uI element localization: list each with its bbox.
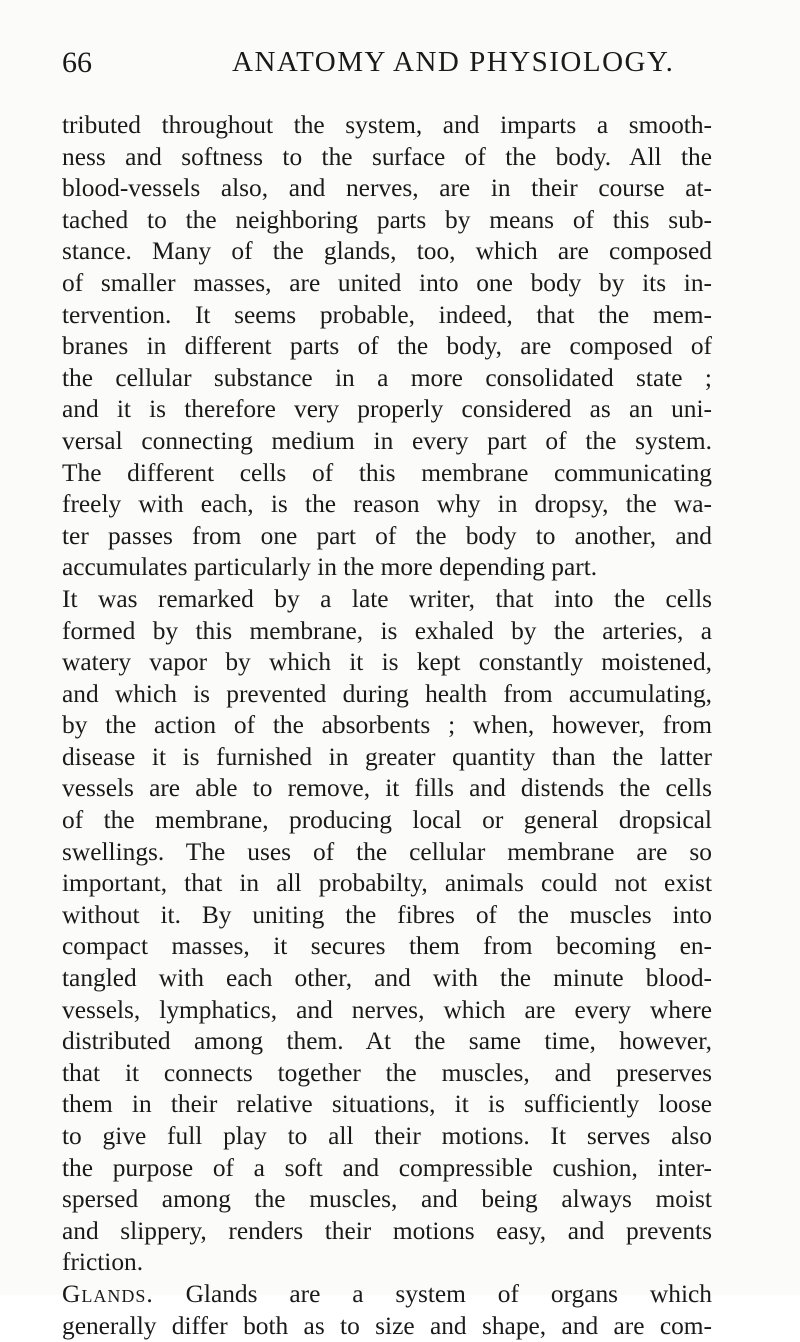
text-line: tervention. It seems probable, indeed, that the mem- xyxy=(62,300,712,329)
text-line: of smaller masses, are united into one body by its in- xyxy=(62,268,712,297)
text-line: freely with each, is the reason why in dropsy, the wa- xyxy=(62,490,712,519)
text-line: blood-vessels also, and nerves, are in their course at- xyxy=(62,174,712,203)
text-line: by the action of the absorbents ; when, however, from xyxy=(62,711,712,740)
text-line: stance. Many of the glands, too, which are composed xyxy=(62,237,712,266)
text-line: versal connecting medium in every part of the system. xyxy=(62,426,712,455)
page-number: 66 xyxy=(62,46,92,79)
text-line: without it. By uniting the fibres of the muscles into xyxy=(62,900,712,929)
text-line: branes in different parts of the body, are composed of xyxy=(62,332,712,361)
text-line: disease it is furnished in greater quantity than the latter xyxy=(62,742,712,771)
text-line: vessels are able to remove, it fills and distends the cells xyxy=(62,774,712,803)
body-text xyxy=(62,110,712,1342)
text-fragment: Glands are a system of organs which xyxy=(153,1279,712,1308)
text-line: compact masses, it secures them from becoming en- xyxy=(62,932,712,961)
text-line: ness and softness to the surface of the body. All the xyxy=(62,142,712,171)
header-title: ANATOMY AND PHYSIOLOGY. xyxy=(232,46,675,78)
text-line: swellings. The uses of the cellular membrane are so xyxy=(62,837,712,866)
text-line: and it is therefore very properly considered as an uni- xyxy=(62,395,712,424)
text-line: and slippery, renders their motions easy, and prevents xyxy=(62,1216,712,1245)
text-line: tributed throughout the system, and imparts a smooth- xyxy=(62,111,712,139)
text-line: friction. xyxy=(62,1248,144,1277)
text-line: the cellular substance in a more consolidated state ; xyxy=(62,363,712,392)
text-line: formed by this membrane, is exhaled by the arteries, a xyxy=(62,616,712,645)
text-line: spersed among the muscles, and being always moist xyxy=(62,1185,712,1214)
text-line: tangled with each other, and with the minute blood- xyxy=(62,964,712,993)
text-line: to give full play to all their motions. It serves also xyxy=(62,1122,712,1150)
text-line: The different cells of this membrane communicating xyxy=(62,458,712,487)
text-line: of the membrane, producing local or general dropsical xyxy=(62,806,712,835)
text-line: tached to the neighboring parts by means of this sub- xyxy=(62,205,712,234)
text-line: generally differ both as to size and shape, and are com- xyxy=(62,1311,712,1340)
text-line: watery vapor by which it is kept constantly moistened, xyxy=(62,648,712,677)
text-line: It was remarked by a late writer, that into the cells xyxy=(62,584,712,613)
running-head xyxy=(62,46,702,86)
text-line: ter passes from one part of the body to another, and xyxy=(62,521,712,550)
section-heading-glands: Glands. xyxy=(62,1279,154,1308)
text-line: and which is prevented during health from accumulating, xyxy=(62,679,712,708)
text-line: accumulates particularly in the more depending part. xyxy=(62,553,598,582)
text-line: vessels, lymphatics, and nerves, which are every where xyxy=(62,995,712,1024)
text-line: that it connects together the muscles, and preserves xyxy=(62,1058,712,1087)
text-line: important, that in all probabilty, animals could not exist xyxy=(62,869,712,898)
text-line: them in their relative situations, it is sufficiently loose xyxy=(62,1090,712,1119)
text-line: distributed among them. At the same time, however, xyxy=(62,1027,712,1056)
text-line: the purpose of a soft and compressible cushion, inter- xyxy=(62,1153,712,1182)
